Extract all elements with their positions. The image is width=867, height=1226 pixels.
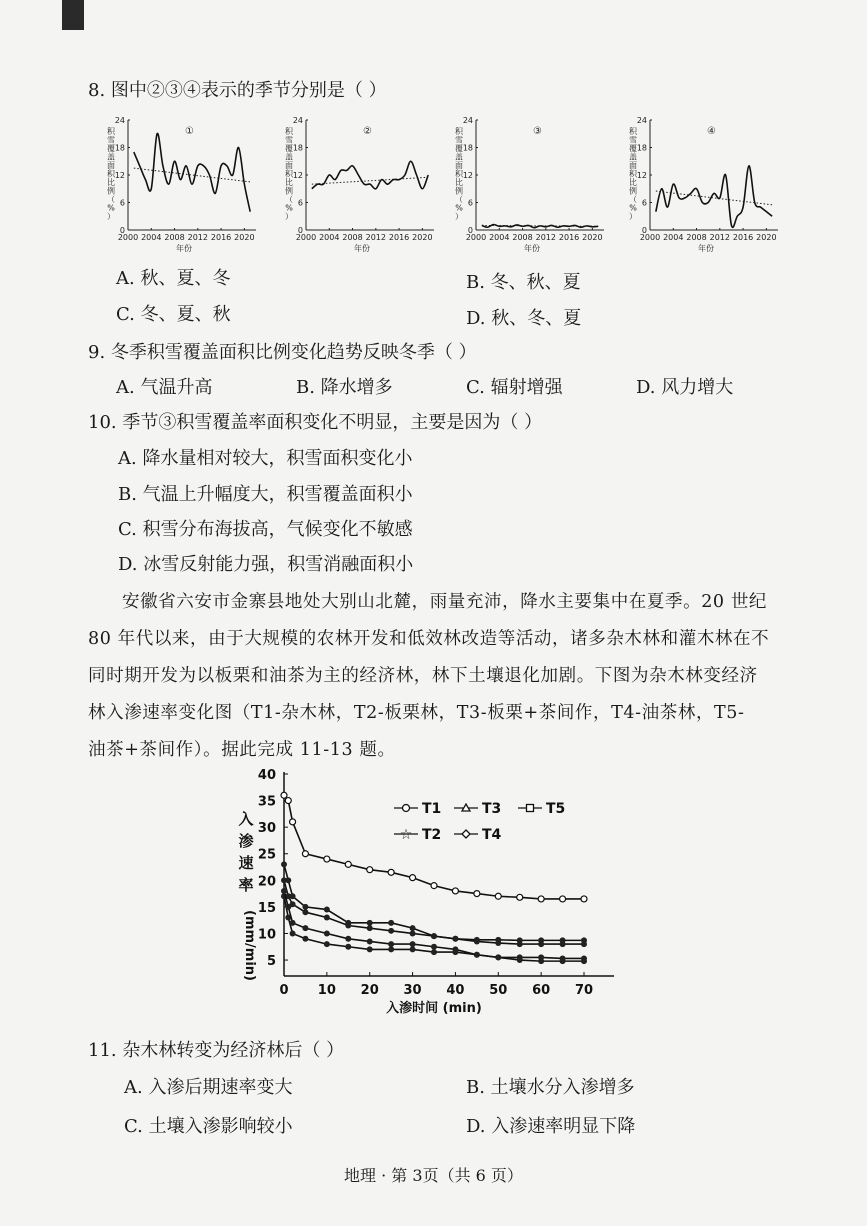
marker-t3 (452, 936, 458, 942)
q11-option-a[interactable]: A. 入渗后期速率变大 (124, 1077, 293, 1098)
marker-t5 (431, 944, 437, 950)
y-tick-label: 12 (636, 171, 647, 180)
legend-symbol-t1 (403, 805, 410, 812)
marker-t4 (367, 946, 373, 952)
y-axis-title-char: ） (629, 212, 637, 221)
marker-t1 (367, 867, 373, 873)
y-axis-title-char: 覆 (455, 144, 463, 153)
marker-t3 (538, 941, 544, 947)
y-axis-title-char: 例 (107, 186, 115, 196)
y-axis-title-char: % (629, 203, 637, 213)
x-tick-label: 2004 (489, 233, 510, 242)
marker-t5 (285, 904, 291, 910)
marker-t5 (388, 941, 394, 947)
marker-t3 (431, 933, 437, 939)
q11-option-d[interactable]: D. 入渗速率明显下降 (466, 1116, 636, 1137)
marker-t5 (324, 930, 330, 936)
x-tick-label: 2004 (663, 233, 684, 242)
marker-t3 (517, 941, 523, 947)
marker-t5 (517, 954, 523, 960)
marker-t1 (281, 792, 287, 798)
y-axis-title-char: （ (455, 195, 463, 204)
q9-option-c[interactable]: C. 辐射增强 (466, 377, 563, 398)
marker-t2 (410, 925, 416, 931)
marker-t4 (324, 941, 330, 947)
y-axis-title-char: 盖 (285, 152, 293, 162)
marker-t1 (285, 798, 291, 804)
x-tick-label: 2008 (512, 233, 533, 242)
q8-option-b[interactable]: B. 冬、秋、夏 (466, 272, 581, 293)
x-axis-title: 年份 (698, 244, 714, 253)
y-axis-title-char: 积 (629, 169, 637, 179)
x-axis-title: 年份 (354, 244, 370, 253)
marker-t4 (410, 946, 416, 952)
passage-line-3: 同时期开发为以板栗和油茶为主的经济林，林下土壤退化加剧。下图为杂木林变经济 (88, 666, 758, 686)
y-axis-title-char: 率 (238, 876, 254, 894)
marker-t5 (345, 936, 351, 942)
y-tick-label: 18 (292, 143, 303, 153)
marker-t2 (281, 861, 287, 867)
y-axis-title-char: 面 (285, 161, 293, 170)
snow-cover-charts (0, 110, 867, 260)
marker-t5 (410, 941, 416, 947)
marker-t3 (367, 925, 373, 931)
marker-t3 (345, 923, 351, 929)
y-tick-label: 6 (297, 198, 303, 208)
q8-option-a[interactable]: A. 秋、夏、冬 (116, 268, 231, 289)
marker-t1 (474, 891, 480, 897)
x-tick-label: 2016 (210, 233, 232, 242)
q9-option-a[interactable]: A. 气温升高 (116, 377, 213, 398)
y-tick-label: 12 (292, 171, 303, 180)
y-tick-label: 12 (114, 171, 125, 180)
y-tick-label: 10 (257, 927, 276, 943)
x-tick-label: 2020 (582, 233, 603, 242)
x-tick-label: 2000 (295, 233, 317, 242)
y-axis-title-char: 覆 (285, 144, 293, 153)
q11-option-b[interactable]: B. 土壤水分入渗增多 (466, 1077, 635, 1098)
y-axis-title-char: ） (455, 212, 463, 221)
y-axis-title-char: ） (107, 212, 115, 221)
marker-t4 (302, 936, 308, 942)
y-axis-title-char: 速 (238, 854, 254, 872)
marker-t1 (560, 896, 566, 902)
y-tick-label: 40 (257, 768, 276, 783)
x-tick-label: 2020 (756, 233, 777, 242)
y-axis-title-char: 例 (285, 186, 293, 196)
y-tick-label: 24 (114, 116, 125, 125)
snow-series-line (312, 161, 428, 189)
x-axis-title: 年份 (524, 244, 540, 253)
marker-t1 (495, 893, 501, 899)
y-axis-title-char: 盖 (107, 152, 115, 162)
chart-legend (394, 801, 565, 843)
y-tick-label: 18 (636, 143, 647, 153)
y-axis-title-char: 雪 (629, 135, 637, 145)
reading-passage (88, 584, 788, 769)
y-axis-title-char: 积 (629, 127, 637, 136)
marker-t5 (581, 955, 587, 961)
q8-stem: 8. 图中②③④表示的季节分别是（ ） (88, 80, 387, 101)
legend-label-t3: T3 (482, 801, 502, 817)
marker-t3 (560, 941, 566, 947)
marker-t5 (474, 952, 480, 958)
q10-stem: 10. 季节③积雪覆盖率面积变化不明显，主要是因为（ ） (88, 412, 543, 433)
y-tick-label: 0 (467, 226, 473, 235)
x-tick-label: 60 (532, 983, 551, 998)
y-axis-title-char: 面 (455, 161, 463, 170)
y-axis-title-char: 比 (455, 178, 463, 187)
panel-label: ② (362, 126, 372, 137)
passage-line-4: 林入渗速率变化图（T1-杂木林，T2-板栗林，T3-板栗+茶间作，T4-油茶林，T5- (88, 703, 745, 723)
y-axis-title-char: 积 (285, 127, 293, 136)
marker-t1 (517, 894, 523, 900)
y-tick-label: 12 (462, 171, 473, 180)
x-axis-title: 入渗时间 (min) (386, 1001, 482, 1016)
x-tick-label: 2000 (639, 233, 661, 242)
x-tick-label: 2012 (187, 233, 208, 242)
y-axis-title-char: % (455, 203, 463, 213)
infiltration-rate-chart (220, 764, 640, 1024)
q10-option-c[interactable]: C. 积雪分布海拔高，气候变化不敏感 (118, 519, 413, 540)
q10-option-b[interactable]: B. 气温上升幅度大，积雪覆盖面积小 (118, 484, 413, 505)
x-tick-label: 2020 (412, 233, 433, 242)
x-tick-label: 10 (317, 983, 336, 998)
y-axis-title-char: 雪 (455, 135, 463, 145)
marker-t3 (388, 928, 394, 934)
y-axis-title-char: 盖 (455, 152, 463, 162)
x-tick-label: 2016 (732, 233, 754, 242)
q9-stem: 9. 冬季积雪覆盖面积比例变化趋势反映冬季（ ） (88, 342, 477, 363)
marker-t4 (290, 930, 296, 936)
passage-line-1: 安徽省六安市金寨县地处大别山北麓，雨量充沛，降水主要集中在夏季。20 世纪 (122, 592, 768, 612)
legend-label-t5: T5 (546, 801, 566, 817)
y-tick-label: 24 (292, 116, 303, 125)
y-tick-label: 20 (257, 874, 276, 890)
snow-series-line (656, 166, 772, 228)
x-tick-label: 50 (489, 983, 508, 998)
y-axis-title-char: 比 (629, 178, 637, 187)
y-axis-title-char: （ (107, 195, 115, 204)
y-axis-title-char: 盖 (629, 152, 637, 162)
y-axis-title-char: （ (285, 195, 293, 204)
y-tick-label: 0 (297, 226, 303, 235)
marker-t1 (290, 819, 296, 825)
marker-t1 (324, 856, 330, 862)
legend-label-t1: T1 (422, 801, 442, 817)
marker-t4 (431, 949, 437, 955)
y-tick-label: 30 (257, 821, 276, 837)
legend-symbol-t5 (527, 805, 534, 812)
marker-t5 (367, 938, 373, 944)
marker-t1 (388, 869, 394, 875)
legend-symbol-t2: ☆ (399, 827, 413, 843)
marker-t5 (281, 888, 287, 894)
marker-t4 (388, 946, 394, 952)
y-tick-label: 15 (257, 900, 276, 916)
x-tick-label: 2012 (709, 233, 730, 242)
y-axis-title-char: 覆 (629, 144, 637, 153)
y-tick-label: 6 (119, 198, 125, 208)
y-axis-title-char: 比 (285, 178, 293, 187)
y-axis-title-char: 雪 (107, 135, 115, 145)
scan-corner-mark (62, 0, 84, 30)
x-tick-label: 2004 (141, 233, 162, 242)
y-tick-label: 25 (257, 847, 276, 863)
snow-chart-3 (455, 116, 604, 253)
x-tick-label: 20 (360, 983, 379, 998)
marker-t5 (495, 954, 501, 960)
y-axis-unit: (mm/min) (242, 910, 257, 981)
page-footer: 地理 · 第 3页（共 6 页） (344, 1166, 523, 1185)
y-axis-title-char: 渗 (238, 832, 254, 850)
q10-option-d[interactable]: D. 冰雪反射能力强，积雪消融面积小 (118, 554, 414, 575)
x-tick-label: 2000 (117, 233, 139, 242)
x-tick-label: 2012 (365, 233, 386, 242)
x-tick-label: 2016 (558, 233, 580, 242)
panel-label: ③ (532, 126, 542, 137)
marker-t3 (281, 877, 287, 883)
x-tick-label: 30 (403, 983, 422, 998)
marker-t3 (474, 938, 480, 944)
y-tick-label: 24 (462, 116, 473, 125)
y-axis-title-char: 比 (107, 178, 115, 187)
x-tick-label: 2016 (388, 233, 410, 242)
y-axis-title-char: % (285, 203, 293, 213)
marker-t1 (538, 896, 544, 902)
y-axis-title-char: 面 (107, 161, 115, 170)
q8-option-c[interactable]: C. 冬、夏、秋 (116, 304, 231, 325)
marker-t3 (495, 940, 501, 946)
q11-stem: 11. 杂木林转变为经济林后（ ） (88, 1040, 345, 1061)
marker-t4 (345, 944, 351, 950)
legend-symbol-t4 (462, 830, 470, 838)
x-axis-title: 年份 (176, 244, 192, 253)
marker-t5 (302, 925, 308, 931)
x-tick-label: 2012 (535, 233, 556, 242)
marker-t2 (388, 920, 394, 926)
y-axis-title-char: 雪 (285, 135, 293, 145)
series-t4 (281, 893, 587, 964)
marker-t2 (324, 907, 330, 913)
panel-label: ① (184, 126, 194, 137)
q11-option-c[interactable]: C. 土壤入渗影响较小 (124, 1116, 293, 1137)
marker-t3 (324, 915, 330, 921)
x-tick-label: 2000 (465, 233, 487, 242)
legend-label-t4: T4 (482, 827, 502, 843)
legend-label-t2: T2 (422, 827, 442, 843)
trend-line (312, 177, 428, 184)
marker-t1 (345, 861, 351, 867)
x-tick-label: 2008 (164, 233, 185, 242)
y-axis-title-char: 积 (107, 169, 115, 179)
y-tick-label: 6 (641, 198, 647, 208)
marker-t1 (302, 851, 308, 857)
marker-t5 (538, 954, 544, 960)
y-axis-title-char: ） (285, 212, 293, 221)
y-axis-title-char: 覆 (107, 144, 115, 153)
q10-option-a[interactable]: A. 降水量相对较大，积雪面积变化小 (118, 448, 413, 469)
marker-t2 (367, 920, 373, 926)
q9-option-d[interactable]: D. 风力增大 (636, 377, 734, 398)
q9-option-b[interactable]: B. 降水增多 (296, 377, 393, 398)
x-tick-label: 2008 (686, 233, 707, 242)
y-axis-title-char: 积 (107, 127, 115, 136)
y-axis-title-char: 面 (629, 161, 637, 170)
passage-line-5: 油茶+茶间作）。据此完成 11-13 题。 (88, 740, 396, 760)
y-axis-title-char: （ (629, 195, 637, 204)
marker-t1 (431, 883, 437, 889)
marker-t1 (410, 875, 416, 881)
y-tick-label: 0 (641, 226, 647, 235)
marker-t2 (302, 904, 308, 910)
y-tick-label: 35 (257, 794, 276, 810)
y-tick-label: 18 (462, 143, 473, 153)
y-axis-title-char: 积 (455, 127, 463, 136)
x-tick-label: 2020 (234, 233, 255, 242)
x-tick-label: 2008 (342, 233, 363, 242)
y-axis-title-char: 例 (455, 186, 463, 196)
x-tick-label: 0 (279, 983, 289, 998)
marker-t1 (581, 896, 587, 902)
x-tick-label: 2004 (319, 233, 340, 242)
marker-t1 (452, 888, 458, 894)
x-tick-label: 70 (574, 983, 594, 998)
y-axis-title-char: 例 (629, 186, 637, 196)
snow-chart-4 (629, 116, 778, 253)
y-tick-label: 18 (114, 143, 125, 153)
snow-chart-2 (285, 116, 434, 253)
marker-t5 (290, 920, 296, 926)
y-axis-title-char: % (107, 203, 115, 213)
y-axis-title-char: 积 (285, 169, 293, 179)
q8-option-d[interactable]: D. 秋、冬、夏 (466, 308, 582, 329)
y-tick-label: 24 (636, 116, 647, 125)
y-axis-title-char: 积 (455, 169, 463, 179)
y-tick-label: 0 (119, 226, 125, 235)
snow-chart-1 (107, 116, 256, 253)
series-line-t2 (284, 864, 584, 940)
marker-t3 (302, 909, 308, 915)
marker-t5 (452, 946, 458, 952)
y-tick-label: 6 (467, 198, 473, 208)
marker-t3 (410, 930, 416, 936)
snow-series-line (134, 133, 250, 211)
y-axis-title-char: 入 (238, 810, 254, 828)
y-tick-label: 5 (266, 954, 276, 970)
panel-label: ④ (706, 126, 716, 137)
marker-t3 (581, 941, 587, 947)
passage-line-2: 80 年代以来，由于大规模的农林开发和低效林改造等活动，诸多杂木林和灌木林在不 (88, 629, 770, 649)
marker-t5 (560, 955, 566, 961)
x-tick-label: 40 (446, 983, 465, 998)
